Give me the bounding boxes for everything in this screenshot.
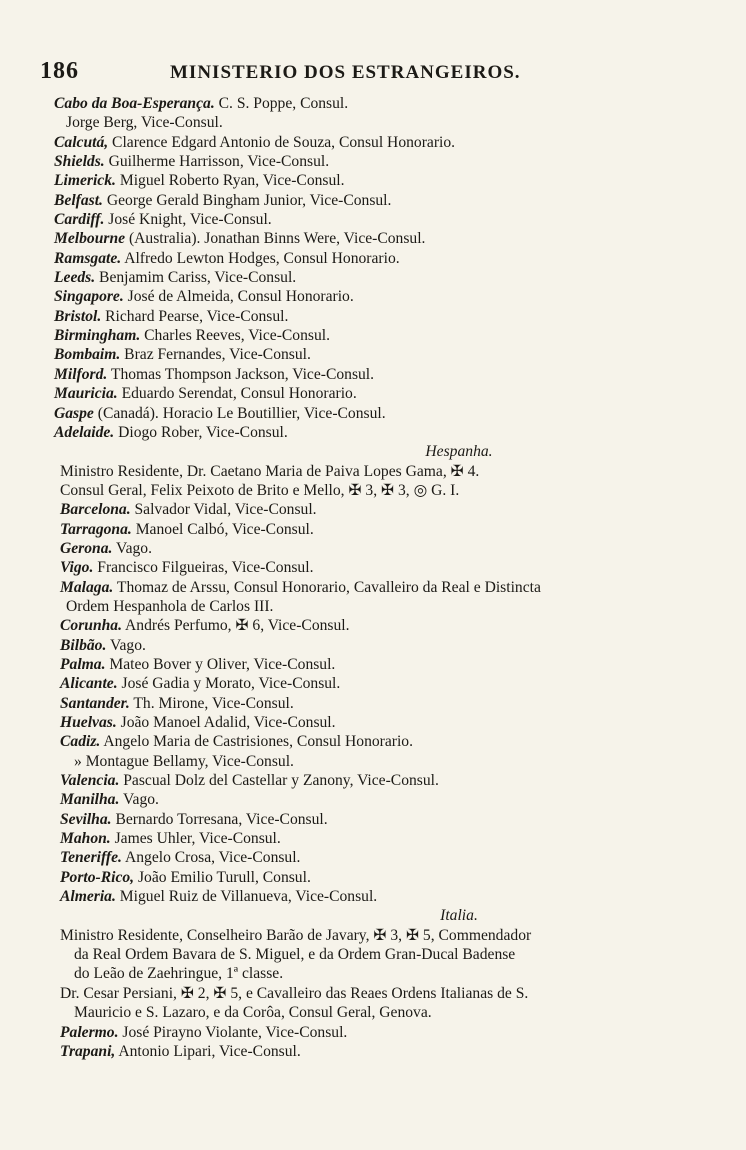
listing-line bbox=[44, 307, 724, 326]
entry-text: Ordem Hespanhola de Carlos III. bbox=[66, 597, 274, 615]
entry-text: José Knight, Vice-Consul. bbox=[104, 211, 272, 229]
listing-line bbox=[44, 210, 724, 229]
entry-text: Vago. bbox=[106, 636, 146, 654]
entry-text: Mauricio e S. Lazaro, e da Corôa, Consul Geral, Genova. bbox=[74, 1004, 432, 1022]
place-name: Barcelona. bbox=[60, 501, 131, 519]
entry-text: George Gerald Bingham Junior, Vice-Consul. bbox=[102, 191, 392, 209]
place-name: Mahon. bbox=[60, 830, 111, 848]
place-name: Bombaim. bbox=[54, 346, 121, 364]
listing-line bbox=[44, 964, 724, 983]
listing-line bbox=[44, 171, 724, 190]
entry-text: Angelo Maria de Castrisiones, Consul Honorario. bbox=[100, 733, 413, 751]
listing-line bbox=[44, 868, 724, 887]
entry-text: Clarence Edgard Antonio de Souza, Consul Honorario. bbox=[108, 133, 456, 151]
entry-text: Alfredo Lewton Hodges, Consul Honorario. bbox=[121, 249, 400, 267]
entry-text: Angelo Crosa, Vice-Consul. bbox=[121, 849, 301, 867]
entry-text: » Montague Bellamy, Vice-Consul. bbox=[74, 752, 294, 770]
listing-line bbox=[44, 926, 724, 945]
section-heading: Italia. bbox=[440, 907, 478, 925]
place-name: Cabo da Boa-Esperança. bbox=[54, 95, 215, 112]
entry-text: Vago. bbox=[119, 791, 159, 809]
entry-text: Braz Fernandes, Vice-Consul. bbox=[120, 346, 311, 364]
page-number: 186 bbox=[40, 58, 79, 84]
entry-text: Richard Pearse, Vice-Consul. bbox=[101, 307, 289, 325]
listing-line bbox=[44, 113, 724, 132]
place-name: Gerona. bbox=[60, 539, 113, 557]
entry-text: Consul Geral, Felix Peixoto de Brito e Mello, ✠ 3, ✠ 3, ◎ G. I. bbox=[60, 481, 460, 499]
place-name: Alicante. bbox=[60, 675, 118, 693]
listing-line bbox=[44, 423, 724, 442]
place-name: Vigo. bbox=[60, 559, 94, 577]
entry-text: C. S. Poppe, Consul. bbox=[214, 95, 349, 112]
entry-text: Dr. Cesar Persiani, ✠ 2, ✠ 5, e Cavalleiro das Reaes Ordens Italianas de S. bbox=[60, 984, 529, 1002]
directory-listing bbox=[44, 94, 724, 1061]
listing-line bbox=[44, 404, 724, 423]
place-name: Manilha. bbox=[60, 791, 120, 809]
listing-line bbox=[44, 1042, 724, 1061]
place-name: Teneriffe. bbox=[60, 849, 122, 867]
place-name: Calcutá, bbox=[54, 133, 109, 151]
entry-text: da Real Ordem Bavara de S. Miguel, e da Ordem Gran-Ducal Badense bbox=[74, 946, 516, 964]
listing-line bbox=[44, 94, 724, 113]
listing-line bbox=[44, 848, 724, 867]
entry-text: Miguel Ruiz de Villanueva, Vice-Consul. bbox=[115, 888, 378, 906]
place-name: Huelvas. bbox=[60, 714, 117, 731]
listing-line bbox=[44, 520, 724, 539]
place-name: Milford. bbox=[54, 365, 108, 383]
listing-line bbox=[44, 771, 724, 790]
listing-line bbox=[44, 539, 724, 558]
entry-text: José Gadia y Morato, Vice-Consul. bbox=[117, 675, 341, 693]
entry-text: Eduardo Serendat, Consul Honorario. bbox=[117, 385, 357, 403]
entry-text: Vago. bbox=[112, 539, 152, 557]
section-heading: Hespanha. bbox=[425, 443, 493, 461]
place-name: Porto-Rico, bbox=[60, 868, 135, 886]
entry-text: Mateo Bover y Oliver, Vice-Consul. bbox=[105, 655, 336, 673]
place-name: Santander. bbox=[60, 694, 130, 712]
listing-line bbox=[44, 694, 724, 713]
entry-text: Guilherme Harrisson, Vice-Consul. bbox=[104, 153, 330, 171]
entry-text: Francisco Filgueiras, Vice-Consul. bbox=[93, 559, 314, 577]
listing-line bbox=[44, 945, 724, 964]
entry-text: João Manoel Adalid, Vice-Consul. bbox=[116, 714, 336, 731]
place-name: Leeds. bbox=[54, 269, 96, 287]
entry-text: Thomas Thompson Jackson, Vice-Consul. bbox=[107, 365, 375, 383]
page-header bbox=[40, 58, 630, 88]
entry-text: Jorge Berg, Vice-Consul. bbox=[66, 114, 223, 132]
entry-text: Th. Mirone, Vice-Consul. bbox=[129, 694, 294, 712]
place-name: Malaga. bbox=[60, 578, 114, 596]
listing-line bbox=[44, 249, 724, 268]
place-name: Sevilha. bbox=[60, 810, 112, 828]
listing-line bbox=[44, 616, 724, 635]
place-name: Corunha. bbox=[60, 617, 122, 635]
listing-line bbox=[44, 1003, 724, 1022]
listing-line bbox=[44, 268, 724, 287]
listing-line bbox=[44, 984, 724, 1003]
listing-line bbox=[44, 597, 724, 616]
entry-text: do Leão de Zaehringue, 1ª classe. bbox=[74, 965, 284, 983]
entry-text: Miguel Roberto Ryan, Vice-Consul. bbox=[115, 172, 345, 190]
listing-line bbox=[44, 481, 724, 500]
listing-line bbox=[44, 655, 724, 674]
listing-line bbox=[44, 326, 724, 345]
entry-text: Thomaz de Arssu, Consul Honorario, Cavalleiro da Real e Distincta bbox=[113, 578, 541, 596]
place-name: Palermo. bbox=[60, 1023, 119, 1041]
listing-line bbox=[44, 287, 724, 306]
place-name: Tarragona. bbox=[60, 520, 132, 538]
entry-text: Diogo Rober, Vice-Consul. bbox=[114, 423, 288, 441]
listing-line bbox=[44, 462, 724, 481]
entry-text: Manoel Calbó, Vice-Consul. bbox=[131, 520, 314, 538]
entry-text: James Uhler, Vice-Consul. bbox=[110, 830, 281, 848]
entry-text: Antonio Lipari, Vice-Consul. bbox=[115, 1042, 301, 1060]
place-name: Adelaide. bbox=[54, 423, 115, 441]
listing-line bbox=[44, 500, 724, 519]
place-name: Singapore. bbox=[54, 288, 124, 306]
place-name: Limerick. bbox=[54, 172, 116, 190]
place-name: Mauricia. bbox=[54, 385, 118, 403]
listing-line bbox=[44, 752, 724, 771]
listing-line bbox=[44, 732, 724, 751]
listing-line bbox=[44, 829, 724, 848]
listing-line bbox=[44, 674, 724, 693]
listing-line bbox=[44, 810, 724, 829]
entry-text: José de Almeida, Consul Honorario. bbox=[123, 288, 354, 306]
listing-line bbox=[44, 636, 724, 655]
entry-text: (Canadá). Horacio Le Boutillier, Vice-Consul. bbox=[93, 404, 386, 422]
entry-text: (Australia). Jonathan Binns Were, Vice-Consul. bbox=[125, 230, 426, 248]
place-name: Birmingham. bbox=[54, 327, 141, 345]
entry-text: Bernardo Torresana, Vice-Consul. bbox=[111, 810, 328, 828]
entry-text: Ministro Residente, Conselheiro Barão de Javary, ✠ 3, ✠ 5, Commendador bbox=[60, 926, 532, 944]
place-name: Palma. bbox=[60, 655, 106, 673]
entry-text: Charles Reeves, Vice-Consul. bbox=[140, 327, 330, 345]
place-name: Bristol. bbox=[54, 307, 102, 325]
running-title: MINISTERIO DOS ESTRANGEIROS. bbox=[170, 62, 521, 83]
place-name: Melbourne bbox=[54, 230, 126, 248]
listing-line bbox=[44, 365, 724, 384]
place-name: Valencia. bbox=[60, 772, 120, 790]
entry-text: José Pirayno Violante, Vice-Consul. bbox=[118, 1023, 348, 1041]
listing-line bbox=[44, 713, 724, 732]
listing-line bbox=[44, 578, 724, 597]
listing-line bbox=[44, 191, 724, 210]
listing-line bbox=[44, 229, 724, 248]
place-name: Bilbão. bbox=[60, 636, 107, 654]
entry-text: Salvador Vidal, Vice-Consul. bbox=[130, 501, 317, 519]
entry-text: Benjamim Cariss, Vice-Consul. bbox=[95, 269, 297, 287]
place-name: Belfast. bbox=[54, 191, 103, 209]
entry-text: João Emilio Turull, Consul. bbox=[134, 868, 311, 886]
place-name: Cardiff. bbox=[54, 211, 105, 229]
place-name: Gaspe bbox=[54, 404, 94, 422]
place-name: Shields. bbox=[54, 153, 105, 171]
place-name: Ramsgate. bbox=[54, 249, 122, 267]
entry-text: Ministro Residente, Dr. Caetano Maria de Paiva Lopes Gama, ✠ 4. bbox=[60, 462, 480, 480]
place-name: Trapani, bbox=[60, 1042, 116, 1060]
entry-text: Andrés Perfumo, ✠ 6, Vice-Consul. bbox=[121, 617, 350, 635]
listing-line bbox=[44, 384, 724, 403]
entry-text: Pascual Dolz del Castellar y Zanony, Vice-Consul. bbox=[119, 772, 439, 790]
listing-line bbox=[44, 152, 724, 171]
listing-line bbox=[44, 887, 724, 906]
place-name: Cadiz. bbox=[60, 733, 101, 751]
listing-line bbox=[44, 558, 724, 577]
listing-line bbox=[44, 1023, 724, 1042]
listing-line bbox=[44, 790, 724, 809]
place-name: Almeria. bbox=[60, 888, 116, 906]
listing-line bbox=[44, 133, 724, 152]
listing-line bbox=[44, 345, 724, 364]
